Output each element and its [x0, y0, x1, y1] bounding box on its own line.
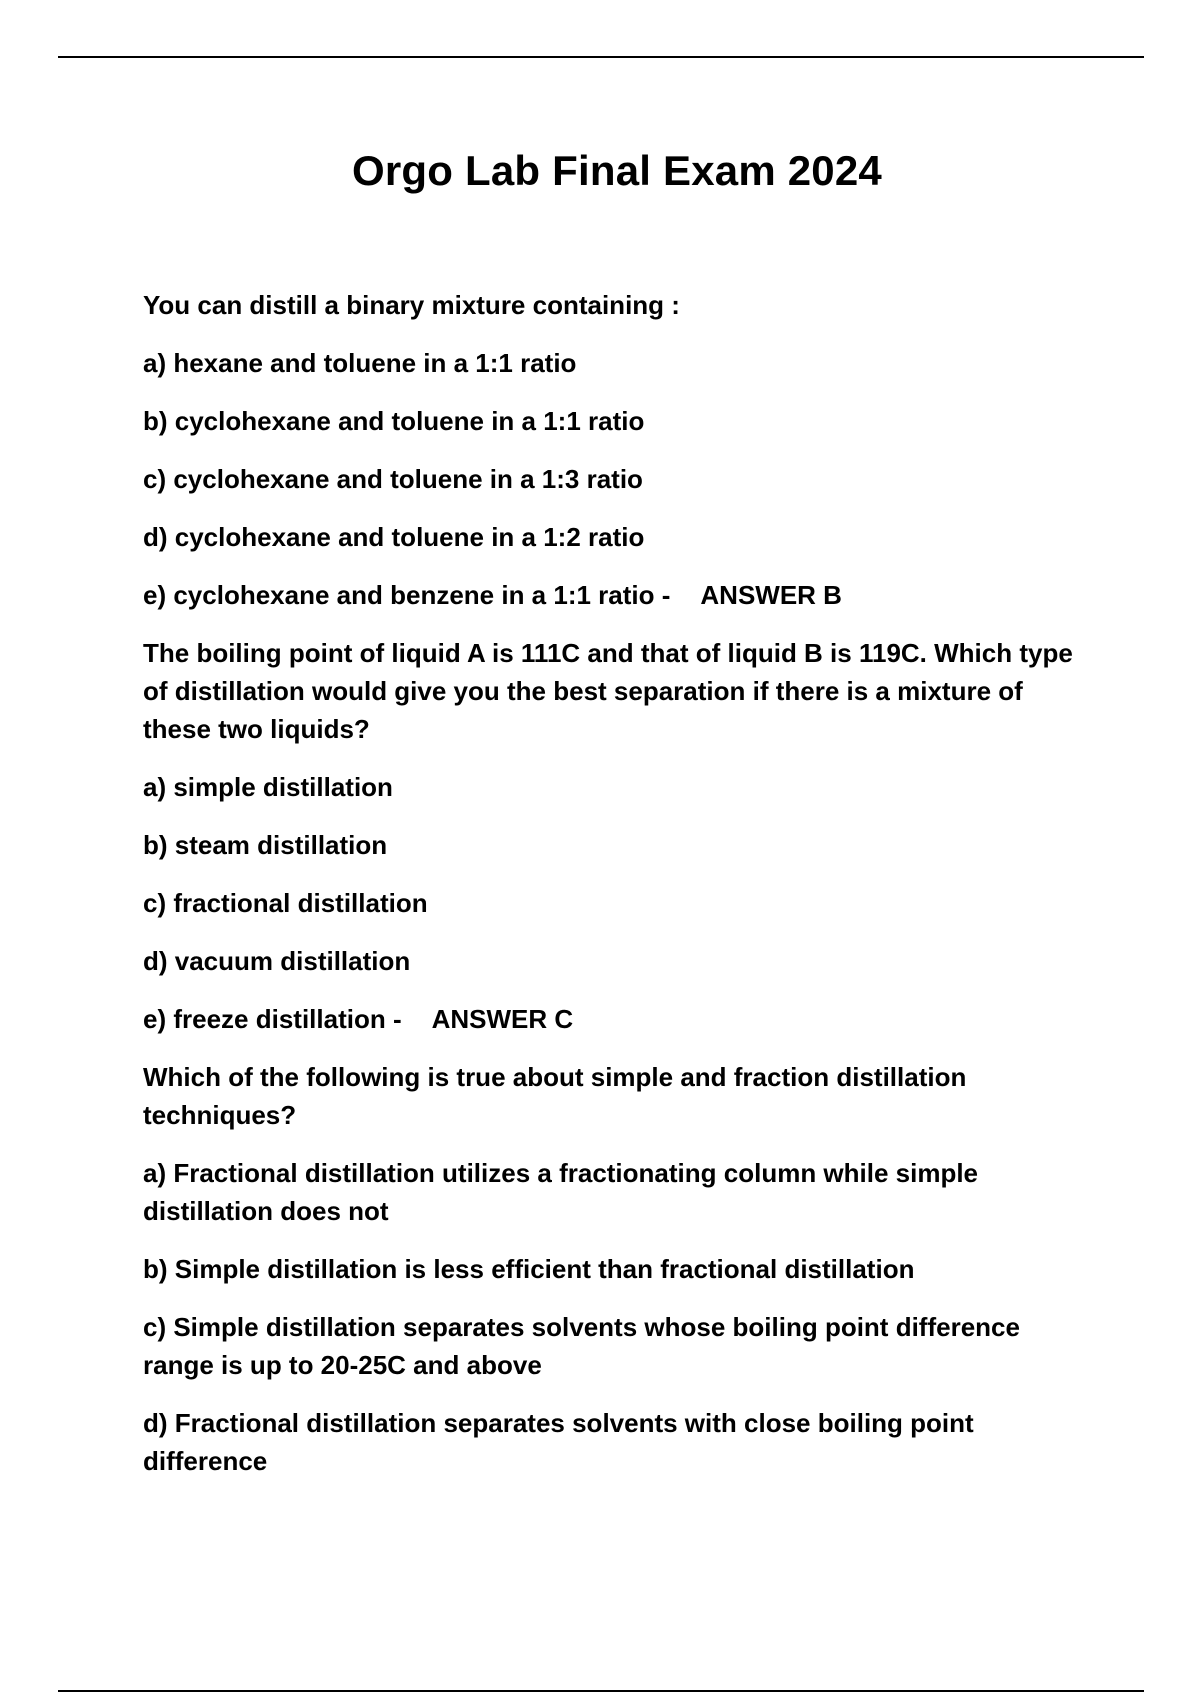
top-rule — [58, 56, 1144, 58]
document-title: Orgo Lab Final Exam 2024 — [352, 147, 882, 194]
answer-option: c) cyclohexane and toluene in a 1:3 ratio — [143, 464, 643, 494]
answer-option: e) cyclohexane and benzene in a 1:1 ratio - — [143, 580, 671, 610]
answer-option: d) Fractional distillation separates solvents with close boiling point difference — [143, 1408, 974, 1476]
answer-key: ANSWER C — [431, 1004, 574, 1034]
answer-option: b) cyclohexane and toluene in a 1:1 ratio — [143, 406, 645, 436]
answer-option: c) Simple distillation separates solvents whose boiling point difference range is up to 20-25C and above — [143, 1312, 1020, 1380]
answer-option: a) simple distillation — [143, 772, 393, 802]
question-prompt: The boiling point of liquid A is 111C and that of liquid B is 119C. Which type of distillation would give you the best separation if there is a mixture of these two liquids? — [143, 638, 1073, 744]
answer-option: b) Simple distillation is less efficient than fractional distillation — [143, 1254, 915, 1284]
answer-option: d) vacuum distillation — [143, 946, 411, 976]
answer-option: a) Fractional distillation utilizes a fractionating column while simple distillation does not — [143, 1158, 979, 1226]
answer-option: b) steam distillation — [143, 830, 388, 860]
answer-option: c) fractional distillation — [143, 888, 428, 918]
answer-option-row — [143, 576, 1083, 614]
question-list — [143, 286, 1083, 1500]
answer-key: ANSWER B — [700, 580, 842, 610]
question-prompt: You can distill a binary mixture containing : — [143, 290, 680, 320]
bottom-rule — [58, 1690, 1144, 1692]
answer-option: e) freeze distillation - — [143, 1004, 402, 1034]
answer-option: a) hexane and toluene in a 1:1 ratio — [143, 348, 577, 378]
question-prompt: Which of the following is true about simple and fraction distillation techniques? — [143, 1062, 967, 1130]
answer-option-row — [143, 1000, 1083, 1038]
answer-option: d) cyclohexane and toluene in a 1:2 ratio — [143, 522, 645, 552]
